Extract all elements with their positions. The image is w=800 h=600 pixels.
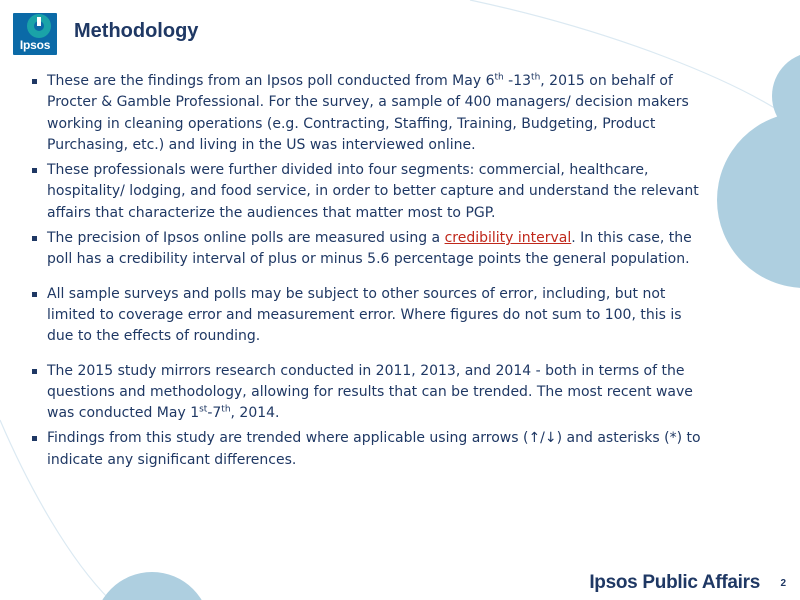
decor-circle-right-large xyxy=(717,112,800,288)
bullet-trend-arrows: Findings from this study are trended where applicable using arrows (↑/↓) and asterisks (*) to indicate any significant differences. xyxy=(30,428,710,471)
bullet-segments: These professionals were further divided into four segments: commercial, healthcare, hospitality/ lodging, and food service, in order to better capture and understand the relevant affairs that characterize the audiences that matter most to PGP. xyxy=(30,160,710,224)
slide-title: Methodology xyxy=(74,20,199,42)
bullet-sampling-error: All sample surveys and polls may be subject to other sources of error, including, but not limited to coverage error and measurement error. Where figures do not sum to 100, this is due to the effects of rounding. xyxy=(30,284,710,348)
bullet-precision: The precision of Ipsos online polls are measured using a credibility interval. In this case, the poll has a credibility interval of plus or minus 5.6 percentage points the general population. xyxy=(30,228,710,271)
ipsos-logo xyxy=(13,13,57,55)
logo-mark-icon xyxy=(26,13,52,39)
bullet-trend-study: The 2015 study mirrors research conducted in 2011, 2013, and 2014 - both in terms of the questions and methodology, allowing for results that can be trended. The most recent wave was conducted May 1st-7th, 2014. xyxy=(30,361,710,425)
decor-circle-bottom xyxy=(94,572,210,600)
bullet-list xyxy=(30,71,710,475)
footer-brand: Ipsos Public Affairs xyxy=(589,572,760,593)
bullet-findings: These are the findings from an Ipsos poll conducted from May 6th -13th, 2015 on behalf of Procter & Gamble Professional. For the survey, a sample of 400 managers/ decision makers working in cleaning operations (e.g. Contracting, Staffing, Training, Budgeting, Product Purchasing, etc.) and living in the US was interviewed online. xyxy=(30,71,710,156)
credibility-interval-link[interactable]: credibility interval xyxy=(444,230,572,247)
logo-text: Ipsos xyxy=(19,38,51,52)
page-number: 2 xyxy=(780,578,786,589)
